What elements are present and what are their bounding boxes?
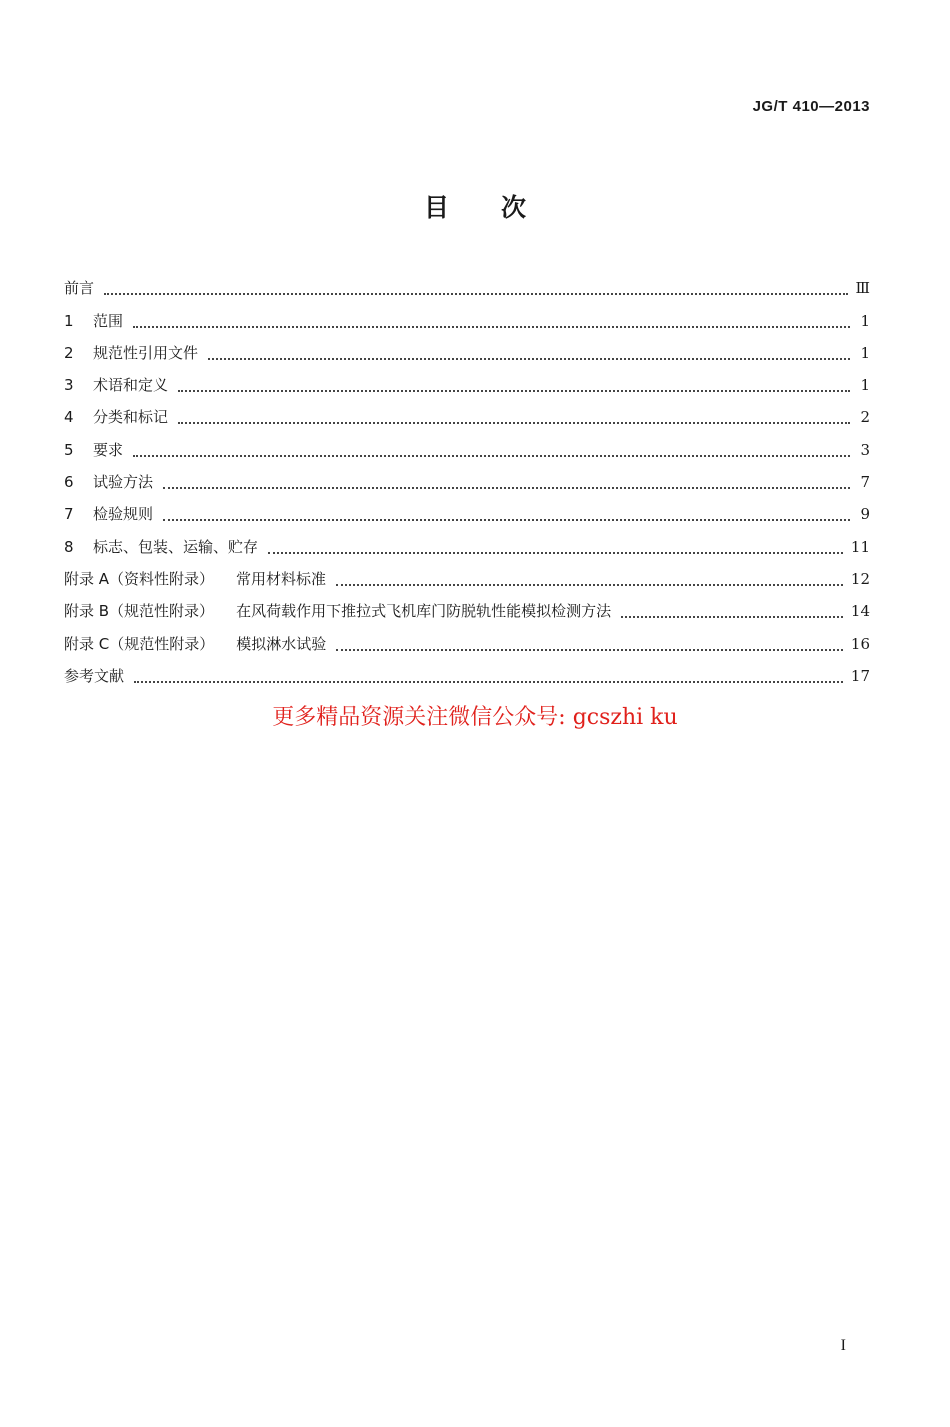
toc-entry[interactable] <box>64 466 870 498</box>
toc-entry-page: 7 <box>860 473 870 492</box>
page-number: I <box>840 1337 846 1354</box>
toc-leader-dots <box>208 358 850 360</box>
standard-code: JG/T 410—2013 <box>752 98 870 115</box>
toc-leader-dots <box>336 649 843 651</box>
toc-entry-page: 2 <box>860 408 870 427</box>
toc-entry[interactable] <box>64 369 870 401</box>
toc-leader-dots <box>134 681 843 683</box>
toc-entry-number: 1 <box>64 311 74 330</box>
toc-entry-page: 1 <box>860 343 870 362</box>
toc-entry-title: 范围 <box>93 311 124 330</box>
toc-entry-page: 1 <box>860 376 870 395</box>
toc-entry-title: 标志、包装、运输、贮存 <box>93 537 259 556</box>
toc-entry-title: 试验方法 <box>93 473 154 492</box>
toc-entry[interactable] <box>64 433 870 465</box>
toc-entry-page: 3 <box>860 440 870 459</box>
toc-leader-dots <box>178 422 850 424</box>
toc-entry[interactable] <box>64 595 870 627</box>
toc-entry[interactable] <box>64 337 870 369</box>
toc-entry-title: 参考文献 <box>64 666 125 685</box>
toc-entry-page: 1 <box>860 311 870 330</box>
toc-leader-dots <box>133 455 850 457</box>
toc-entry-title: 检验规则 <box>93 505 154 524</box>
toc-entry-title: 规范性引用文件 <box>93 343 199 362</box>
toc-entry-page: 17 <box>850 666 870 685</box>
toc-leader-dots <box>621 616 843 618</box>
toc-entry-page: 16 <box>850 634 870 653</box>
toc-entry-page: 12 <box>850 569 870 588</box>
toc-entry[interactable] <box>64 401 870 433</box>
toc-list <box>64 272 870 692</box>
toc-leader-dots <box>104 293 848 295</box>
toc-entry-subtitle: 常用材料标准 <box>236 569 327 588</box>
toc-leader-dots <box>133 326 850 328</box>
toc-leader-dots <box>163 519 850 521</box>
toc-entry-title: 前言 <box>64 279 95 298</box>
toc-entry-number: 2 <box>64 343 74 362</box>
toc-entry-page: 14 <box>850 602 870 621</box>
toc-entry-title: 分类和标记 <box>93 408 169 427</box>
toc-entry-page: 9 <box>860 505 870 524</box>
toc-entry[interactable] <box>64 660 870 692</box>
toc-entry[interactable] <box>64 304 870 336</box>
toc-entry-subtitle: 在风荷载作用下推拉式飞机库门防脱轨性能模拟检测方法 <box>236 602 612 621</box>
toc-entry-number: 4 <box>64 408 74 427</box>
toc-leader-dots <box>163 487 850 489</box>
toc-entry[interactable] <box>64 563 870 595</box>
toc-leader-dots <box>336 584 843 586</box>
toc-title: 目次 <box>423 193 578 222</box>
toc-entry[interactable] <box>64 272 870 304</box>
toc-entry-title: 附录 C（规范性附录） <box>64 634 215 653</box>
toc-entry-subtitle: 模拟淋水试验 <box>236 634 327 653</box>
toc-entry-title: 术语和定义 <box>93 376 169 395</box>
toc-entry[interactable] <box>64 498 870 530</box>
toc-leader-dots <box>268 552 843 554</box>
toc-entry-number: 3 <box>64 376 74 395</box>
toc-entry-number: 6 <box>64 473 74 492</box>
toc-entry-number: 5 <box>64 440 74 459</box>
toc-entry-title: 附录 A（资料性附录） <box>64 569 215 588</box>
toc-entry[interactable] <box>64 627 870 659</box>
toc-leader-dots <box>178 390 850 392</box>
promo-watermark-text: 更多精品资源关注微信公众号: gcszhi ku <box>272 705 678 730</box>
toc-entry-title: 要求 <box>93 440 124 459</box>
toc-entry-number: 8 <box>64 537 74 556</box>
toc-entry-number: 7 <box>64 505 74 524</box>
toc-entry-title: 附录 B（规范性附录） <box>64 602 215 621</box>
toc-entry-page: 11 <box>850 537 870 556</box>
toc-entry[interactable] <box>64 530 870 562</box>
toc-entry-page: Ⅲ <box>855 279 870 298</box>
